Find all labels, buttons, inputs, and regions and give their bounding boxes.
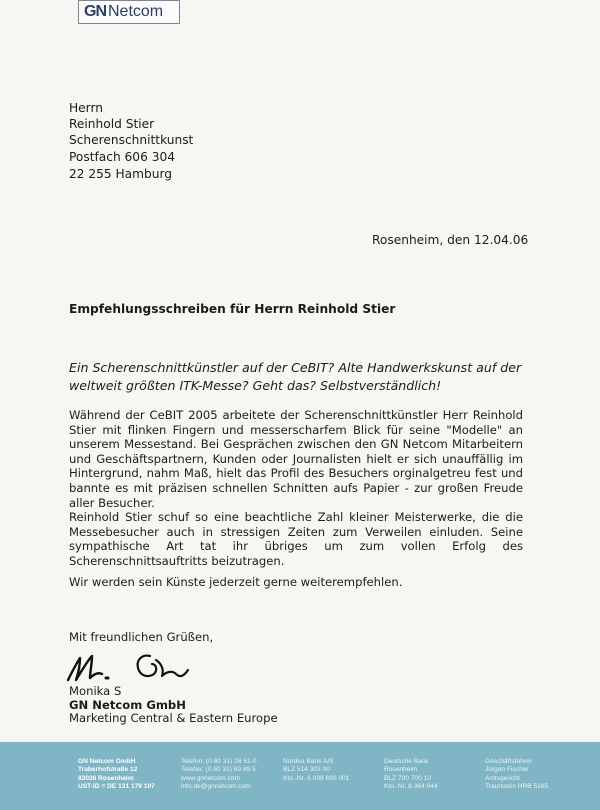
footer-vat-id: UST-ID = DE 131 179 107 — [78, 782, 155, 790]
footer-court-label: Amtsgericht — [485, 774, 520, 782]
footer-bank2-column — [384, 758, 438, 791]
footer-city: 83026 Rosenheim — [78, 774, 134, 782]
closing-sentence: Wir werden sein Künste jederzeit gerne weiterempfehlen. — [69, 575, 403, 589]
recipient-name: Reinhold Stier — [69, 117, 155, 132]
footer-website: www.gnnetcom.com — [181, 774, 240, 782]
gn-netcom-logo — [78, 0, 180, 24]
recipient-postbox: Postfach 606 304 — [69, 149, 175, 164]
footer-bank1-name: Nordea Bank A/S — [283, 758, 334, 765]
footer-bank1-column — [283, 758, 349, 783]
footer-bank1-account: Kto.-Nr. 6 039 690 001 — [283, 774, 350, 782]
signer-department: Marketing Central & Eastern Europe — [69, 711, 278, 726]
footer-contact-column — [181, 758, 257, 791]
footer-bank1-blz: BLZ 514 303 00 — [283, 766, 330, 774]
footer-management-label: Geschäftsführer — [485, 758, 532, 765]
recipient-address — [69, 100, 193, 165]
intro-paragraph: Ein Scherenschnittkünstler auf der CeBIT? Alte Handwerkskunst auf der weltweit größten ITK-Messe? Geht das? Selbstverständlich! — [69, 360, 522, 393]
footer-bank2-blz: BLZ 700 700 10 — [384, 774, 431, 782]
footer-company-column — [78, 758, 155, 791]
greeting: Mit freundlichen Grüßen, — [69, 630, 214, 644]
recipient-business: Scherenschnittkunst — [69, 133, 194, 148]
recipient-salutation: Herrn — [69, 101, 103, 115]
letter-date: Rosenheim, den 12.04.06 — [372, 233, 529, 247]
footer-street: Traberhofstraße 12 — [78, 766, 138, 774]
footer-management-column — [485, 758, 548, 791]
footer-email: info.de@gnnetcom.com — [181, 782, 251, 790]
footer-fax: Telefax: (0 80 31) 69 89 5 — [181, 766, 256, 774]
recipient-city: 22 255 Hamburg — [69, 167, 173, 181]
footer-bank2-name: Deutsche Bank — [384, 758, 429, 765]
footer-registry: Traunstein HRB 5165 — [485, 782, 549, 790]
body-paragraph: Reinhold Stier schuf so eine beachtliche Zahl kleiner Meisterwerke, die die Messebesucher auch in stressigen Zeiten zum Verweilen einluden. Seine sympathische Art tat ihr übriges um zum vollen Erfolg des Scherenschnittsauftritts beizutragen. — [69, 510, 523, 568]
signer-name: Monika S — [69, 684, 122, 698]
footer-phone: Telefon: (0 80 31) 26 51-0 — [181, 758, 257, 765]
logo-gn: GN — [84, 3, 106, 20]
footer-manager-name: Jürgen Fischer — [485, 766, 529, 774]
body-paragraph: Während der CeBIT 2005 arbeitete der Scherenschnittkünstler Herr Reinhold Stier mit flinken Fingern und messerscharfem Blick für seine "Modelle" an unserem Messestand. Bei Gesprächen zwischen den GN Netcom Mitarbeitern und Geschäftspartnern, Kunden oder Journalisten hielt er sich unauffällig im Hintergrund, nahm Maß, hielt das Profil des Besuchers orginalgetreu fest und bannte es mit präzisen schnellen Schnitten aufs Papier - zur großen Freude aller Besucher. — [69, 408, 523, 510]
signer-block — [69, 685, 278, 726]
letter-subject: Empfehlungsschreiben für Herrn Reinhold Stier — [69, 302, 396, 316]
letterhead-footer — [0, 742, 600, 810]
handwritten-signature — [62, 642, 192, 690]
letter-body — [69, 408, 523, 569]
footer-bank2-account: Kto.-Nr. 8 364 044 — [384, 782, 438, 790]
logo-netcom: Netcom — [108, 3, 164, 20]
signer-company: GN Netcom GmbH — [69, 697, 186, 712]
footer-company-name: GN Netcom GmbH — [78, 758, 136, 765]
footer-bank2-city: Rosenheim — [384, 766, 418, 774]
